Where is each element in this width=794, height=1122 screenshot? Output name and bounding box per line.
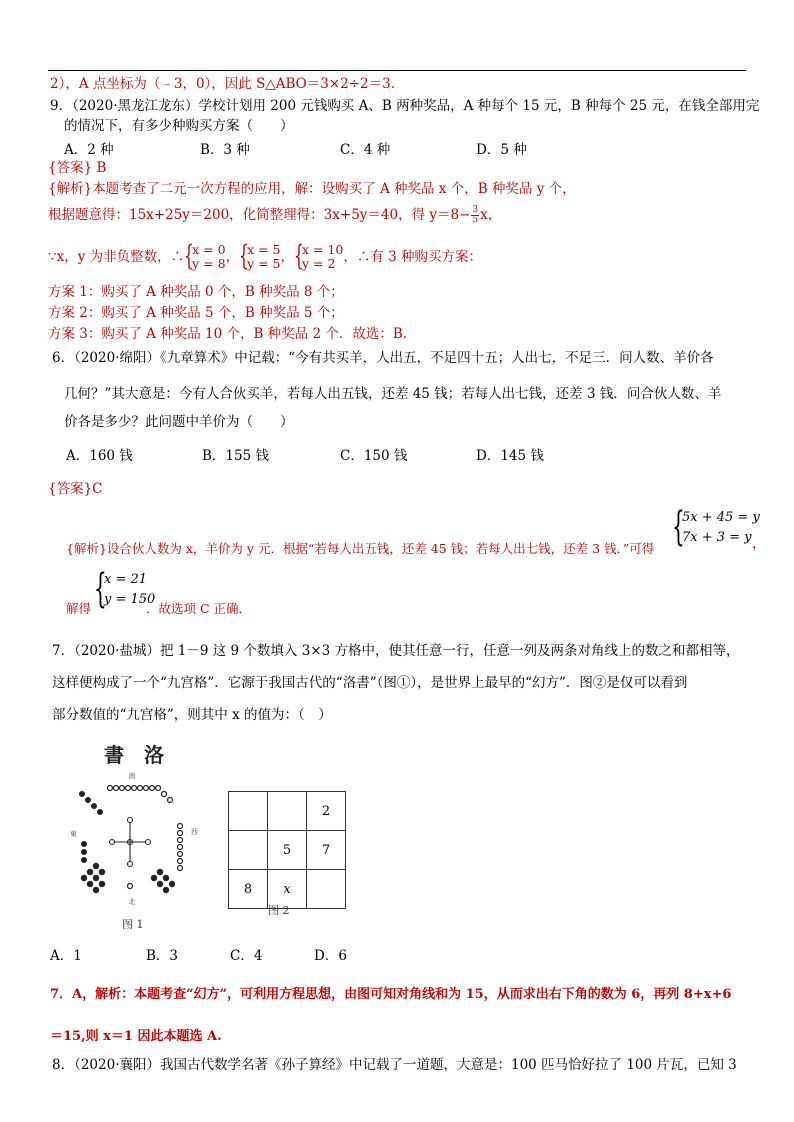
magic-square-grid — [228, 791, 346, 909]
fraction-denominator: 5 — [472, 215, 479, 225]
sys1-row2: y = 8 — [192, 256, 226, 271]
solution-system-1: { x = 0 y = 8 — [184, 239, 226, 272]
sys2-row2: y = 5 — [247, 256, 281, 271]
q9-plan2: 方案 2：购买了 A 种奖品 5 个，B 种奖品 5 个； — [48, 305, 344, 321]
solution-system-2: { x = 5 y = 5 — [239, 239, 281, 272]
luoshu-top-right-dots — [162, 792, 173, 803]
q9-analysis-3b: ，∴有 3 种购买方案： — [343, 249, 483, 265]
grid-cell: 7 — [307, 831, 346, 870]
q7-option-d: D．6 — [314, 948, 347, 964]
previous-solution-tail: 2），A 点坐标为（﹣3，0），因此 S△ABO＝3×2÷2＝3. — [50, 76, 395, 92]
q7-analysis-line1: 7．A，解析：本题考查“幻方”，可利用方程思想，由图可知对角线和为 15，从而求出右下角的数为 6，再列 8+x+6 — [50, 987, 732, 1002]
q6-solution-system: { x = 21 y = 150 — [94, 566, 156, 612]
sys3-row2: y = 2 — [302, 256, 336, 271]
q9-analysis-line3 — [48, 239, 483, 272]
grid-cell — [229, 831, 268, 870]
q9-analysis-line1: {解析}本题考查了二元一次方程的应用，解：设购买了 A 种奖品 x 个，B 种奖品 y 个， — [48, 181, 576, 197]
q6-stem-line2: 几何？”其大意是：今有人合伙买羊，若每人出五钱，还差 45 钱；若每人出七钱，还差 3 钱．问合伙人数、羊 — [64, 386, 722, 402]
q9-answer: {答案} B — [48, 160, 107, 176]
luoshu-left-dots — [81, 841, 87, 863]
q9-plan1: 方案 1：购买了 A 种奖品 0 个，B 种奖品 8 个； — [48, 284, 344, 300]
luoshu-right-column — [178, 824, 183, 871]
separator: ， — [225, 249, 240, 265]
q6-comma: ， — [752, 536, 766, 552]
q9-analysis-line2 — [48, 206, 501, 225]
q7-stem-line3: 部分数值的“九宫格”，则其中 x 的值为：（ ） — [52, 707, 332, 723]
q6-solve-label: 解得 — [66, 601, 92, 616]
q7-stem-line2: 这样便构成了一个“九宫格”．它源于我国古代的“洛書”（图①），是世界上最早的“幻方”．图②是仅可以看到 — [52, 675, 688, 691]
luoshu-north-label: 北 — [128, 898, 136, 906]
q9-analysis-2b: x， — [480, 207, 502, 223]
magic-square-caption: 图 2 — [268, 904, 290, 917]
luoshu-bottom-center — [128, 884, 133, 889]
grid-cell: 8 — [229, 870, 268, 909]
q9-option-d: D．5 种 — [476, 142, 527, 158]
q6-stem-line1: 6．（2020·绵阳）《九章算术》中记载：“今有共买羊，人出五，不足四十五；人出七，不足三．问人数、羊价各 — [52, 350, 714, 366]
fraction — [471, 206, 479, 225]
grid-row — [229, 792, 346, 831]
fraction-numerator: 3 — [472, 205, 479, 215]
luoshu-caption: 图 1 — [122, 918, 144, 931]
q6-stem-line3: 价各是多少？此问题中羊价为（ ） — [64, 414, 294, 430]
grid-cell — [268, 792, 307, 831]
q7-option-b: B．3 — [146, 948, 179, 964]
magic-square — [228, 791, 346, 909]
grid-cell — [307, 870, 346, 909]
q9-analysis-2a: 根据题意得：15x+25y＝200，化简整理得：3x+5y＝40，得 y＝8− — [48, 207, 471, 223]
q7-option-c: C．4 — [230, 948, 263, 964]
q9-option-c: C．4 种 — [340, 142, 391, 158]
q9-option-a: A．2 种 — [64, 142, 114, 158]
sys1-row1: x = 0 — [192, 242, 226, 257]
q6-option-a: A．160 钱 — [66, 448, 133, 464]
grid-row — [229, 831, 346, 870]
sys2-row1: x = 5 — [247, 242, 281, 257]
q7-option-a: A．1 — [50, 948, 82, 964]
luoshu-bottom-left-dots — [81, 863, 105, 893]
q6-analysis-line1: {解析}设合伙人数为 x，羊价为 y 元．根据“若每人出五钱，还差 45 钱；若每人出七钱，还差 3 钱．”可得 — [66, 541, 655, 556]
solution-system-3: { x = 10 y = 2 — [294, 239, 344, 272]
luoshu-west-label: 西 — [191, 828, 198, 836]
q6-option-b: B．155 钱 — [202, 448, 269, 464]
separator: ， — [280, 249, 294, 265]
q6-equation-system: { 5x + 45 = y 7x + 3 = y — [672, 504, 760, 550]
q9-plan3: 方案 3：购买了 A 种奖品 10 个，B 种奖品 2 个．故选：B. — [48, 326, 408, 342]
q6-analysis-line2: ．故选项 C 正确． — [146, 601, 252, 616]
q9-option-b: B．3 种 — [200, 142, 250, 158]
luoshu-center-cross — [110, 818, 151, 867]
equation-row2: 7x + 3 = y — [682, 530, 752, 545]
solution-row2: y = 150 — [104, 592, 156, 607]
grid-cell — [229, 792, 268, 831]
luoshu-top-left-dots — [79, 791, 103, 815]
q7-stem-line1: 7．（2020·盐城）把 1－9 这 9 个数填入 3×3 方格中，使其任意一行，任意一列及两条对角线上的数之和都相等， — [52, 643, 740, 659]
luoshu-top-row — [108, 786, 161, 791]
equation-row1: 5x + 45 = y — [682, 510, 760, 525]
luoshu-figure — [70, 738, 198, 936]
luoshu-east-label: 東 — [70, 830, 77, 838]
grid-cell-x: x — [268, 870, 307, 909]
q9-analysis-3a: ∵x，y 为非负整数，∴ — [48, 249, 185, 265]
sys3-row1: x = 10 — [302, 242, 344, 257]
header-rule — [48, 70, 746, 71]
q9-stem-line2: 的情况下，有多少种购买方案（ ） — [64, 118, 294, 134]
luoshu-title: 書 洛 — [104, 743, 164, 767]
q6-answer: {答案}C — [48, 481, 103, 497]
q6-option-d: D．145 钱 — [476, 448, 544, 464]
grid-cell: 2 — [307, 792, 346, 831]
luoshu-bottom-right-dots — [151, 869, 175, 893]
q8-stem-line1: 8．（2020·襄阳）我国古代数学名著《孙子算经》中记载了一道题，大意是：100 匹马恰好拉了 100 片瓦，已知 3 — [52, 1057, 737, 1073]
luoshu-south-label: 南 — [128, 772, 136, 780]
q6-option-c: C．150 钱 — [340, 448, 408, 464]
q9-stem-line1: 9．（2020·黑龙江龙东）学校计划用 200 元钱购买 A、B 两种奖品，A 种每个 15 元，B 种每个 25 元，在钱全部用完 — [50, 98, 760, 114]
grid-cell: 5 — [268, 831, 307, 870]
solution-row1: x = 21 — [104, 572, 148, 587]
q7-analysis-line2: ＝15,则 x＝1 因此本题选 A. — [50, 1029, 222, 1044]
